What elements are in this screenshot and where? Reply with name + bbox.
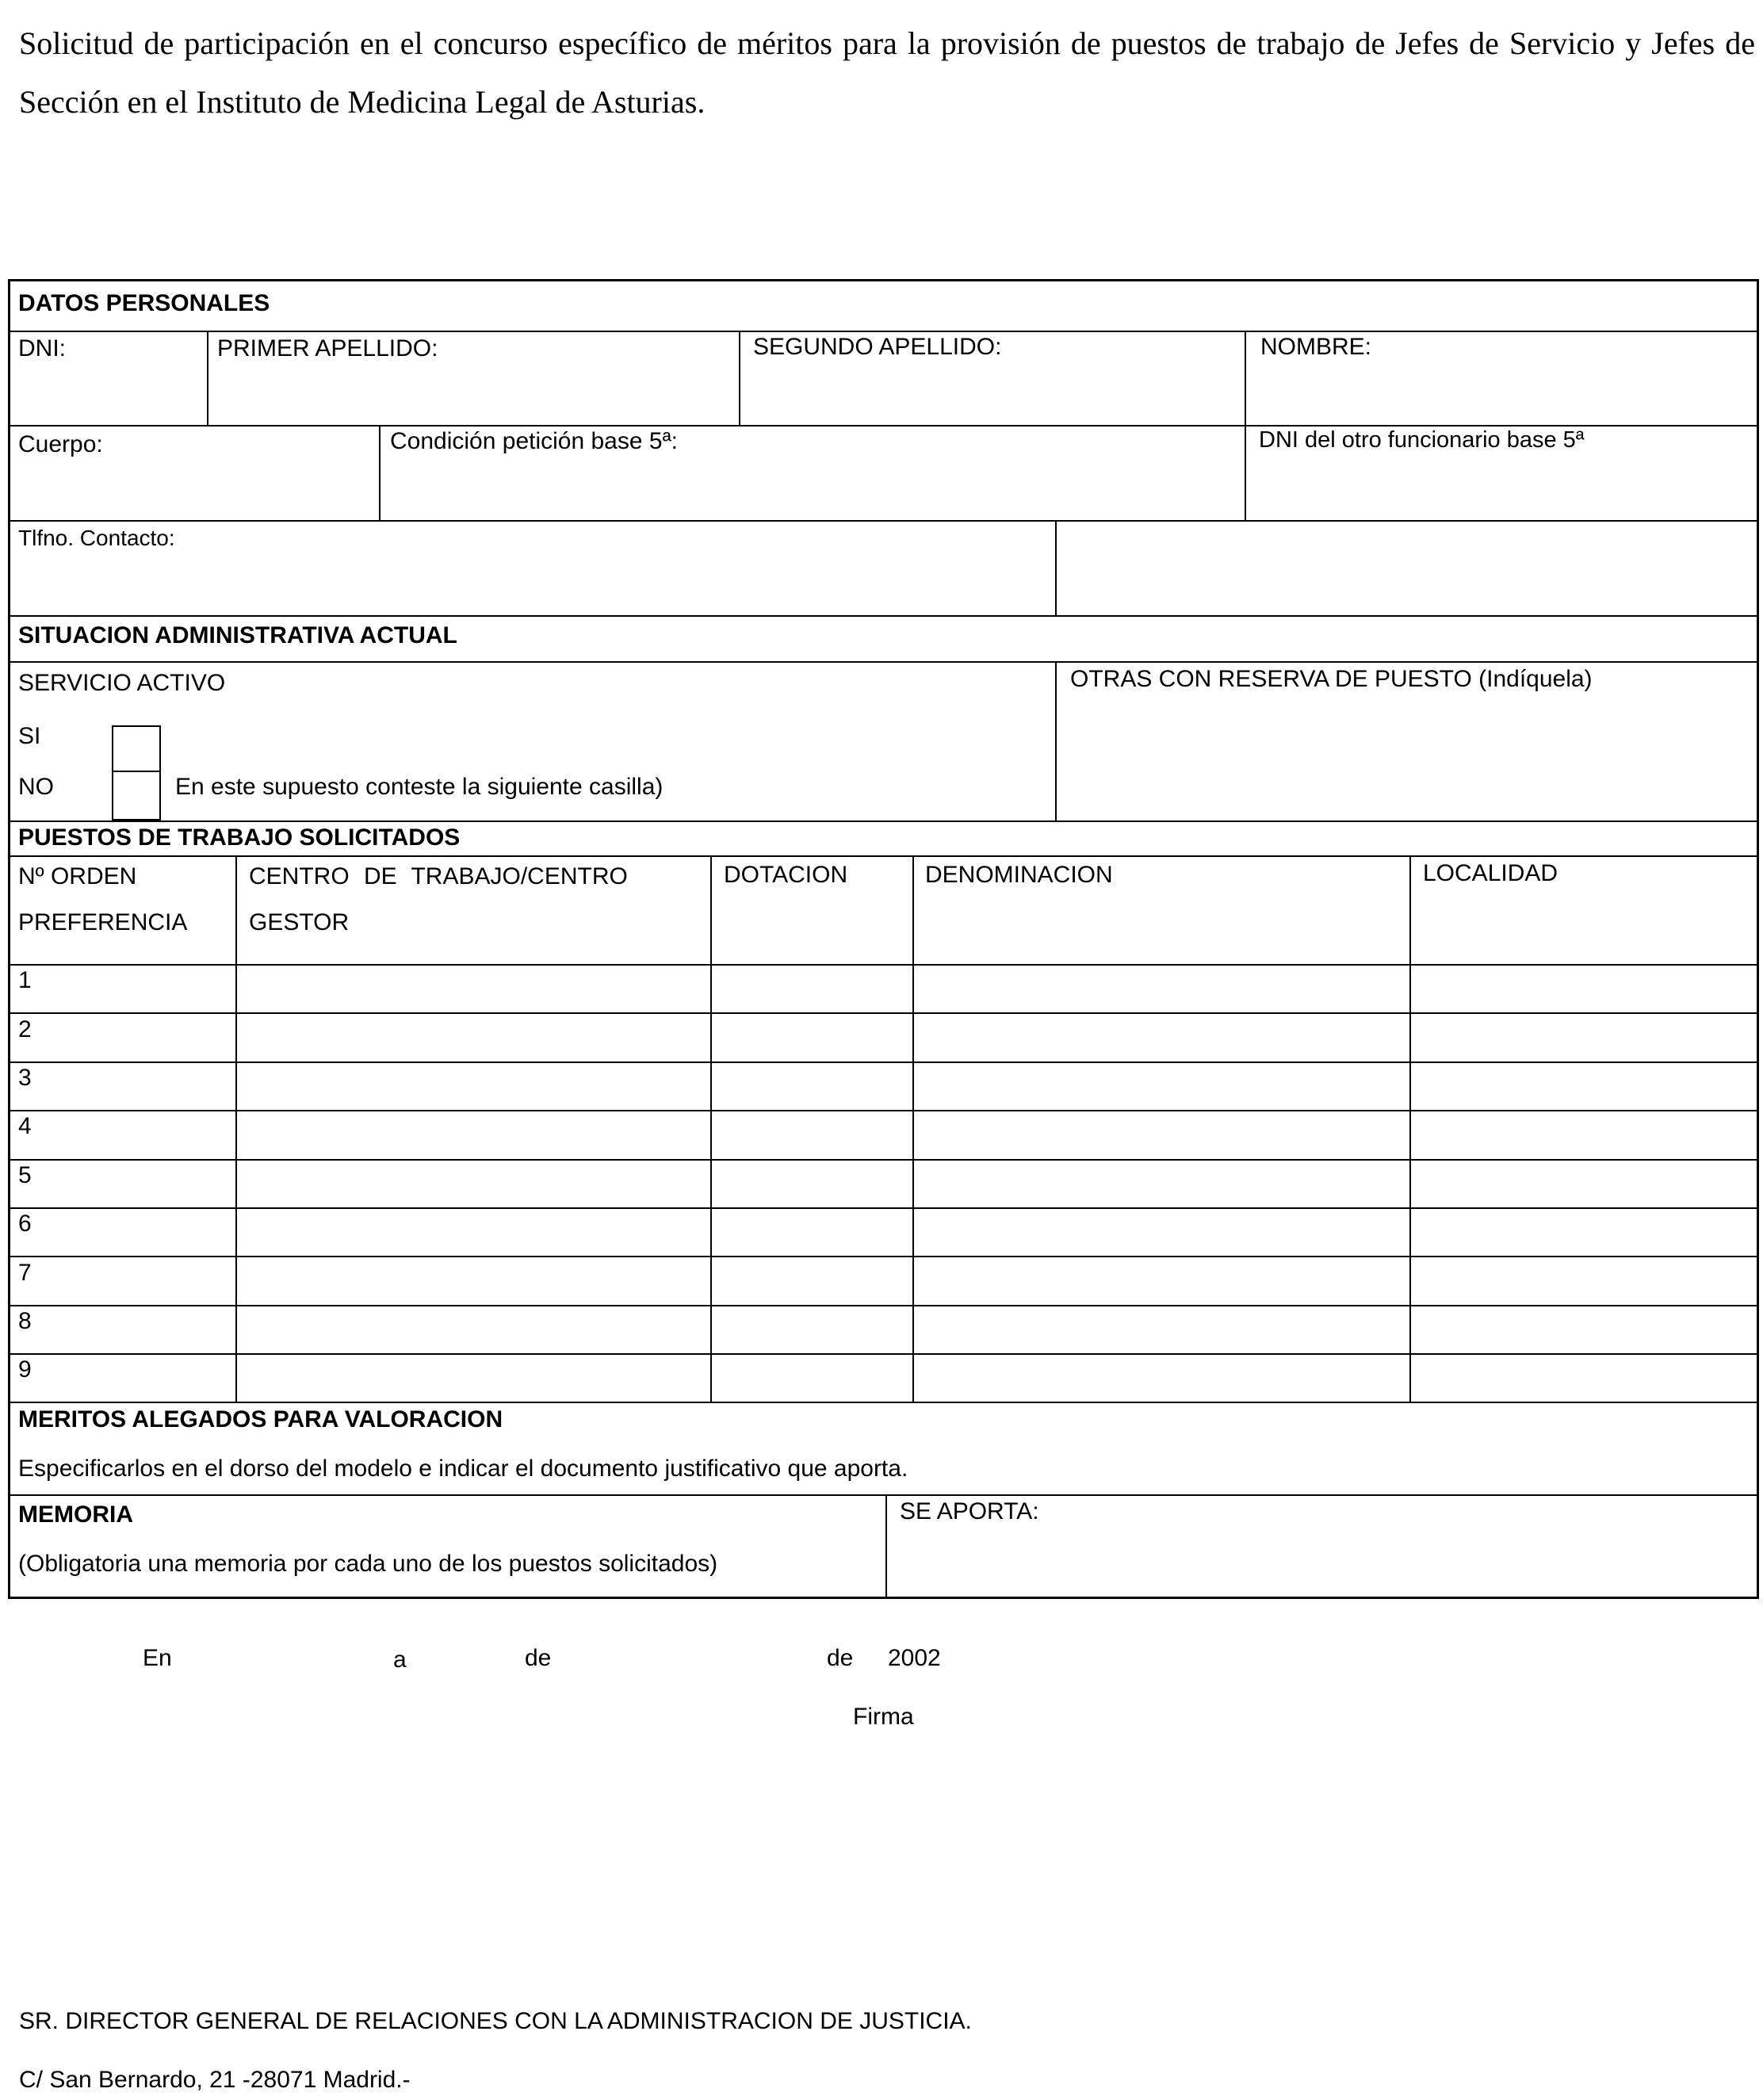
rule (885, 1494, 887, 1597)
segundo-apellido-label: SEGUNDO APELLIDO: (753, 334, 1002, 360)
rule (10, 855, 1757, 857)
rule (710, 855, 712, 1402)
row-number: 7 (18, 1260, 32, 1286)
si-label: SI (18, 723, 41, 749)
rule (10, 1012, 1757, 1014)
rule (10, 1494, 1757, 1496)
rule (235, 855, 237, 1402)
rule (10, 1061, 1757, 1063)
rule (10, 331, 1757, 332)
row-number: 5 (18, 1162, 32, 1188)
checkbox-divider (113, 771, 159, 772)
rule (10, 820, 1757, 822)
no-label: NO (18, 774, 54, 800)
rule (10, 1159, 1757, 1161)
rule (10, 1256, 1757, 1257)
rule (1409, 855, 1411, 1402)
row-number: 9 (18, 1356, 32, 1383)
rule (1055, 661, 1057, 820)
document-title: Solicitud de participación en el concurso específico de méritos para la provisión de puestos de trabajo de Jefes de Servicio y Jefes de Sección en el Instituto de Medicina Legal de Asturias. (19, 25, 1755, 120)
address: C/ San Bernardo, 21 -28071 Madrid.- (19, 2067, 411, 2093)
rule (912, 855, 914, 1402)
year-value: 2002 (888, 1645, 941, 1671)
primer-apellido-label: PRIMER APELLIDO: (217, 335, 438, 361)
supuesto-text: En este supuesto conteste la siguiente casilla) (175, 774, 664, 800)
application-form (8, 279, 1759, 1599)
rule (739, 331, 740, 425)
memoria-heading: MEMORIA (18, 1501, 133, 1528)
rule (1055, 520, 1057, 615)
row-number: 4 (18, 1113, 32, 1139)
row-number: 2 (18, 1016, 32, 1042)
signature-label: Firma (853, 1704, 914, 1730)
servicio-activo-label: SERVICIO ACTIVO (18, 670, 226, 696)
day-label: a (393, 1647, 407, 1673)
rule (10, 1305, 1757, 1306)
rule (10, 1207, 1757, 1209)
meritos-text: Especificarlos en el dorso del modelo e indicar el documento justificativo que aporta. (18, 1455, 908, 1482)
row-number: 1 (18, 967, 32, 993)
rule (379, 425, 381, 520)
datos-personales-heading: DATOS PERSONALES (18, 290, 270, 316)
col-orden-line1: Nº ORDEN (18, 863, 137, 889)
month-label: de (525, 1645, 552, 1671)
row-number: 6 (18, 1211, 32, 1237)
dni-label: DNI: (18, 335, 66, 361)
addressee: SR. DIRECTOR GENERAL DE RELACIONES CON LA ADMINISTRACION DE JUSTICIA. (19, 2008, 972, 2034)
rule (10, 1110, 1757, 1111)
rule (10, 520, 1757, 522)
rule (10, 964, 1757, 966)
dni-otro-label: DNI del otro funcionario base 5ª (1259, 427, 1585, 453)
rule (10, 1353, 1757, 1355)
col-orden-line2: PREFERENCIA (18, 909, 188, 935)
situacion-heading: SITUACION ADMINISTRATIVA ACTUAL (18, 622, 457, 648)
rule (10, 661, 1757, 663)
meritos-heading: MERITOS ALEGADOS PARA VALORACION (18, 1406, 503, 1433)
row-number: 3 (18, 1065, 32, 1091)
place-label: En (143, 1645, 172, 1671)
col-denominacion: DENOMINACION (925, 862, 1113, 888)
year-prefix: de (827, 1645, 854, 1671)
se-aporta-label: SE APORTA: (900, 1498, 1039, 1524)
rule (1245, 331, 1246, 520)
col-localidad: LOCALIDAD (1423, 860, 1558, 886)
row-number: 8 (18, 1308, 32, 1334)
si-no-checkbox[interactable] (112, 725, 161, 820)
rule (207, 331, 208, 425)
memoria-text: (Obligatoria una memoria por cada uno de los puestos solicitados) (18, 1551, 718, 1577)
otras-reserva-label: OTRAS CON RESERVA DE PUESTO (Indíquela) (1070, 666, 1593, 692)
rule (10, 1402, 1757, 1403)
puestos-heading: PUESTOS DE TRABAJO SOLICITADOS (18, 824, 461, 851)
telefono-label: Tlfno. Contacto: (18, 526, 175, 550)
col-centro-line1: CENTRO DE TRABAJO/CENTRO (249, 863, 628, 889)
col-centro-line2: GESTOR (249, 909, 350, 935)
condicion-label: Condición petición base 5ª: (390, 428, 679, 454)
cuerpo-label: Cuerpo: (18, 431, 103, 457)
nombre-label: NOMBRE: (1260, 334, 1372, 360)
col-dotacion: DOTACION (724, 862, 848, 888)
rule (10, 615, 1757, 617)
